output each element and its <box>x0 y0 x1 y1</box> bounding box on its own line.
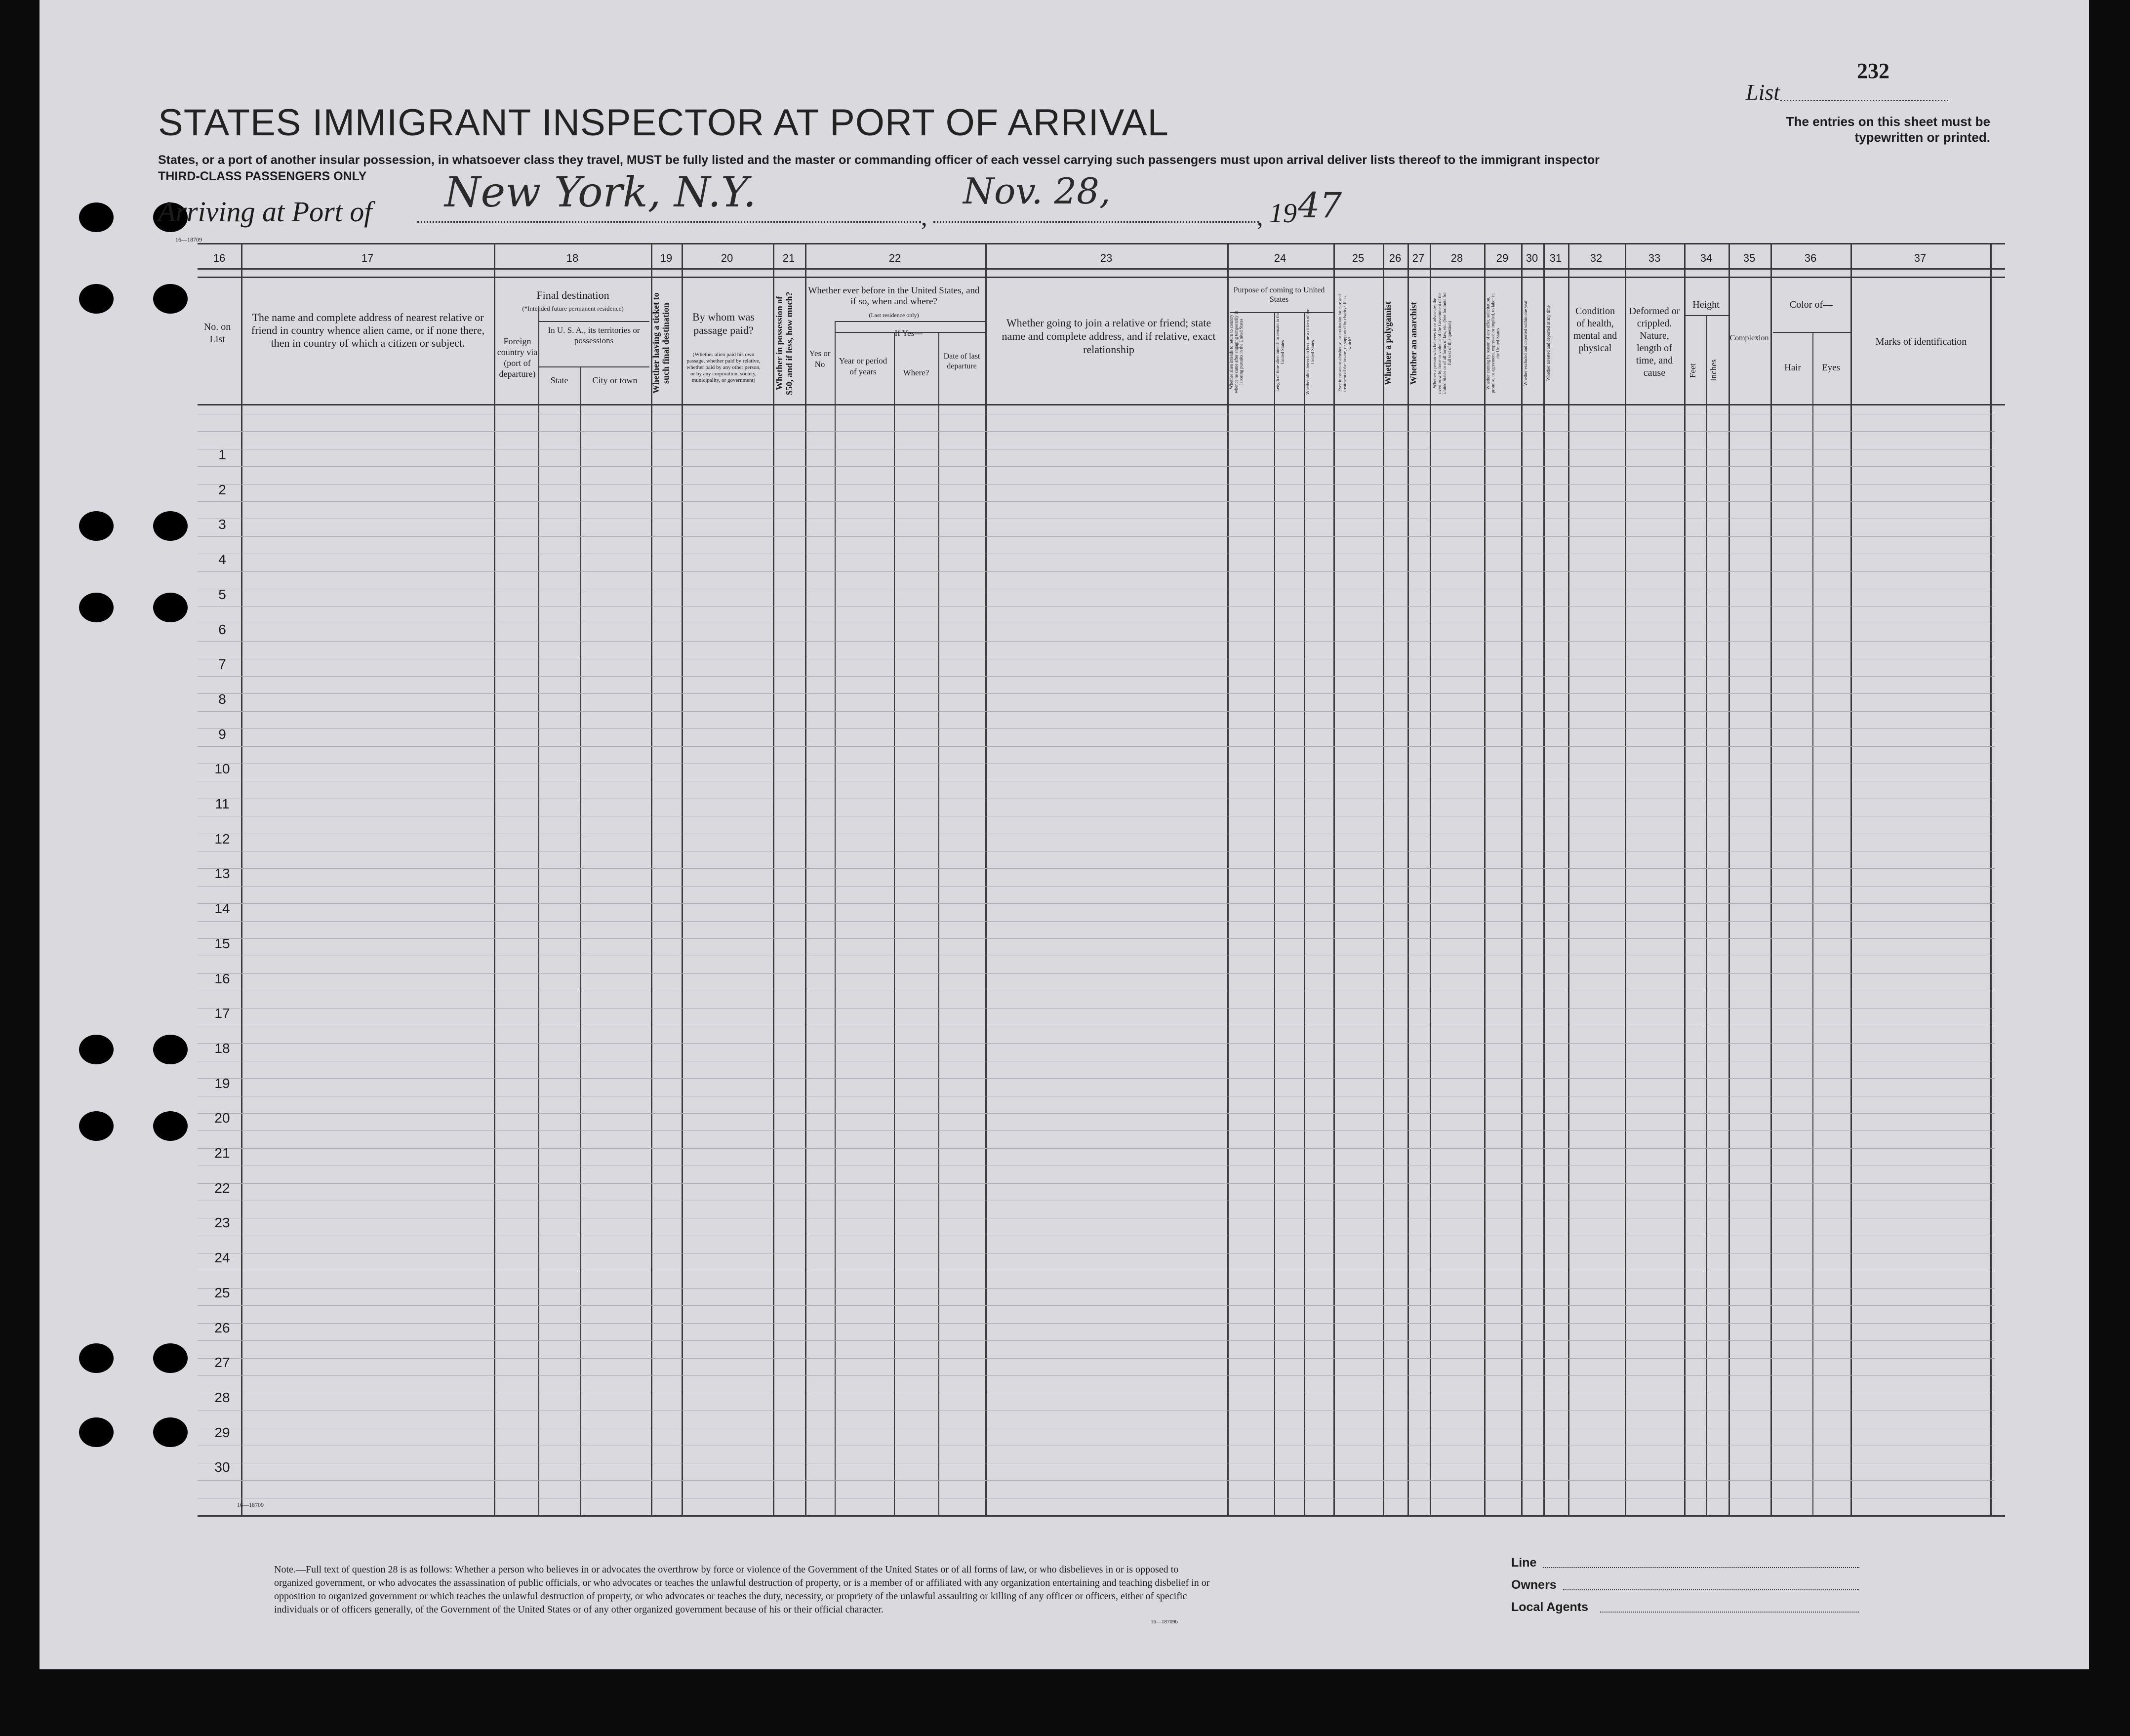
punch-hole <box>153 1343 188 1373</box>
col-17-header: The name and complete address of nearest relative or friend in country whence alien came, or if none there, then in country of which a citizen or subject. <box>251 311 485 349</box>
row-number: 16 <box>214 971 230 986</box>
col-19-header: Whether having a ticket to such final destination <box>651 292 671 394</box>
col-16-header: No. on List <box>203 322 231 345</box>
punch-hole <box>79 202 114 232</box>
punch-hole <box>153 1417 188 1447</box>
column-number: 35 <box>1743 252 1756 264</box>
col-22-yes-no: Yes or No <box>809 349 831 369</box>
column-number: 31 <box>1549 252 1562 264</box>
row-number: 14 <box>214 901 230 916</box>
sub-column-divider <box>938 332 939 1515</box>
ruling-line <box>198 746 1995 747</box>
col-33-header: Deformed or crippled. Nature, length of time, and cause <box>1629 306 1680 378</box>
column-number: 27 <box>1412 252 1425 264</box>
header-divider <box>538 321 649 322</box>
col-36-header: Color of— <box>1789 299 1833 310</box>
column-number: 32 <box>1590 252 1603 264</box>
line-label: Line <box>1511 1556 1537 1570</box>
row-number: 4 <box>218 552 226 567</box>
col-34-inches: Inches <box>1709 359 1718 382</box>
ruling-line <box>198 1340 1995 1341</box>
ruling-line <box>198 903 1995 904</box>
ruling-line <box>198 1183 1995 1184</box>
row-number: 23 <box>214 1215 230 1230</box>
col-37-header: Marks of identification <box>1875 336 1967 347</box>
ruling-line <box>198 1305 1995 1306</box>
col-30-header: Whether excluded and deported within one year <box>1523 300 1528 386</box>
row-number: 24 <box>214 1250 230 1265</box>
sub-column-divider <box>894 332 895 1515</box>
column-divider <box>1568 243 1569 1515</box>
ruling-line <box>198 1078 1995 1079</box>
row-number: 8 <box>218 691 226 707</box>
owners-label: Owners <box>1511 1578 1557 1592</box>
ruling-line <box>198 1113 1995 1114</box>
punch-hole <box>79 284 114 314</box>
punch-hole <box>79 593 114 622</box>
punch-hole <box>79 1111 114 1141</box>
row-number: 10 <box>214 761 230 776</box>
column-divider <box>682 243 683 1515</box>
column-divider <box>1625 243 1626 1515</box>
row-number: 5 <box>218 587 226 602</box>
column-divider <box>805 243 806 1515</box>
ruling-line <box>198 641 1995 642</box>
column-divider <box>1543 243 1545 1515</box>
punch-hole <box>153 593 188 622</box>
col-26-header: Whether a polygamist <box>1383 301 1393 385</box>
row-number: 2 <box>218 482 226 497</box>
column-divider <box>1521 243 1523 1515</box>
list-label: List <box>1746 80 1780 105</box>
col-34-header: Height <box>1692 299 1720 310</box>
ruling-line <box>198 466 1995 467</box>
col-18-usa: In U. S. A., its territories or possessions <box>548 325 640 345</box>
column-divider <box>1728 243 1730 1515</box>
row-number: 22 <box>214 1180 230 1196</box>
row-number: 7 <box>218 656 226 672</box>
class-line: THIRD-CLASS PASSENGERS ONLY <box>158 169 367 183</box>
col-28-header: Whether a person who believes in or advocates the overthrow by force or violence of the Government of the United States or of all forms of law, etc. (See footnote for full text of this question) <box>1432 292 1452 395</box>
col-29-header: Whether coming by reason of any offer, solicitation, promise, or agreement, expressed or implied, to labor in the United States <box>1486 293 1500 393</box>
sub-column-divider <box>538 306 539 1515</box>
col-21-header: Whether in possession of $50, and if less, how much? <box>774 291 794 395</box>
col-24-header: Purpose of coming to United States <box>1233 286 1325 304</box>
row-number: 11 <box>215 796 230 811</box>
col-22-header: Whether ever before in the United States, and if so, when and where? <box>808 285 980 307</box>
row-number: 3 <box>218 517 226 532</box>
punch-hole <box>153 1035 188 1064</box>
col-27-header: Whether an anarchist <box>1408 302 1418 385</box>
sub-column-divider <box>1304 312 1305 1515</box>
row-number: 30 <box>214 1459 230 1475</box>
column-number: 37 <box>1914 252 1927 264</box>
column-number: 17 <box>361 252 374 264</box>
col-22-if-yes: If Yes— <box>894 328 923 338</box>
column-divider <box>241 243 242 1515</box>
col-24-return: Whether alien intends to return to country whence he came after engaging temporarily in laboring pursuits in the United States <box>1229 311 1244 393</box>
ruling-line <box>198 1323 1995 1324</box>
row-number: 19 <box>214 1076 230 1091</box>
col-18-state: State <box>550 375 568 385</box>
column-divider <box>1850 243 1852 1515</box>
row-number: 15 <box>214 936 230 951</box>
column-number: 19 <box>660 252 673 264</box>
column-number: 25 <box>1352 252 1365 264</box>
local-agents-label: Local Agents <box>1511 1600 1589 1614</box>
ruling-line <box>198 886 1995 887</box>
punch-hole <box>79 511 114 541</box>
row-number: 25 <box>214 1285 230 1300</box>
ruling-line <box>198 868 1995 869</box>
col-25-header: Ever in prison or almshouse, or institution for care and treatment of the insane, or supported by charity? If so, which? <box>1337 294 1352 392</box>
date-handwritten: Nov. 28, <box>963 170 1111 212</box>
ruling-line <box>198 1043 1995 1044</box>
punch-hole <box>153 511 188 541</box>
date-fill-line <box>933 221 1259 223</box>
col-20-note: (Whether alien paid his own passage, whether paid by relative, whether paid by any other person, or by any corporation, society, municipality, or government) <box>686 352 761 383</box>
ruling-line <box>198 921 1995 922</box>
ruling-line <box>198 1130 1995 1131</box>
column-divider <box>1407 243 1409 1515</box>
sub-column-divider <box>1274 312 1275 1515</box>
local-agents-fill <box>1600 1612 1859 1613</box>
year-prefix: 19 <box>1269 198 1297 229</box>
entries-note: The entries on this sheet must be typewritten or printed. <box>1786 114 1990 145</box>
col-31-header: Whether arrested and deported at any time <box>1546 305 1551 381</box>
row-number: 17 <box>214 1006 230 1021</box>
table-border <box>198 243 2005 244</box>
column-divider <box>1430 243 1431 1515</box>
ruling-line <box>198 938 1995 939</box>
col-20-header: By whom was passage paid? <box>692 311 755 336</box>
ruling-line <box>198 728 1995 729</box>
table-border <box>198 404 2005 405</box>
column-divider <box>494 243 495 1515</box>
sub-column-divider <box>1812 332 1813 1515</box>
page-title: STATES IMMIGRANT INSPECTOR AT PORT OF ARRIVAL <box>158 102 1169 144</box>
footnote: Note.—Full text of question 28 is as follows: Whether a person who believes in or advocates the overthrow by force or violence of the Government of the United States or of all forms of law, or who disbelieves in or is opposed to organized government, or who advocates the assassination of public officials, or who advocates or teaches the unlawful destruction of property, or is a member of or affiliated with any organization entertaining and teaching disbelief in or opposition to organized government or which teaches the unlawful destruction of property, or who advocates or teaches the duty, necessity, or propriety of the unlawful assaulting or killing of any officer or officers, either of specific individuals or of officers generally, of the Government of the United States or of any other organized government because of his or their official character. <box>274 1564 1210 1615</box>
sub-column-divider <box>1706 315 1707 1515</box>
column-number: 29 <box>1496 252 1509 264</box>
ruling-line <box>198 431 1995 432</box>
row-number: 6 <box>218 622 226 637</box>
year-handwritten: 47 <box>1298 185 1342 226</box>
comma: , <box>1257 203 1263 231</box>
col-18-note: (*Intended future permanent residence) <box>522 305 624 312</box>
ruling-line <box>198 1148 1995 1149</box>
column-number: 34 <box>1700 252 1713 264</box>
table-border <box>198 268 2005 270</box>
sub-column-divider <box>835 321 836 1515</box>
ruling-line <box>198 973 1995 974</box>
col-24-citizen: Whether alien intends to become a citizen of the United States <box>1305 309 1315 395</box>
sub-column-divider <box>580 366 581 1515</box>
punch-hole <box>153 284 188 314</box>
punch-hole <box>153 1111 188 1141</box>
column-number: 33 <box>1648 252 1661 264</box>
port-handwritten: New York, N.Y. <box>444 168 757 216</box>
column-divider <box>1227 243 1229 1515</box>
row-number: 20 <box>214 1110 230 1126</box>
column-number: 21 <box>782 252 795 264</box>
column-divider <box>1333 243 1335 1515</box>
ruling-line <box>198 1288 1995 1289</box>
col-22-year: Year or period of years <box>839 356 887 376</box>
table-border <box>198 1515 2005 1517</box>
col-22-date: Date of last departure <box>943 352 980 370</box>
manifest-sheet <box>40 0 2089 1669</box>
col-18-city: City or town <box>592 375 638 385</box>
ruling-line <box>198 501 1995 502</box>
line-fill <box>1543 1567 1859 1568</box>
col-23-header: Whether going to join a relative or friend; state name and complete address, and if relative, exact relationship <box>1002 317 1216 356</box>
punch-hole <box>79 1343 114 1373</box>
column-number: 16 <box>213 252 226 264</box>
form-number-bottom: 16—18709 <box>237 1501 264 1508</box>
column-number: 28 <box>1450 252 1463 264</box>
ruling-line <box>198 676 1995 677</box>
column-divider <box>1383 243 1384 1515</box>
column-number: 26 <box>1389 252 1402 264</box>
ruling-line <box>198 571 1995 572</box>
punch-hole <box>79 1035 114 1064</box>
row-number: 12 <box>214 831 230 847</box>
comma: , <box>921 203 927 231</box>
col-35-header: Complexion <box>1729 334 1769 342</box>
owners-fill <box>1563 1589 1859 1590</box>
form-number-footnote: 16—18709b <box>1151 1619 1178 1625</box>
column-number: 24 <box>1274 252 1286 264</box>
row-number: 27 <box>214 1355 230 1370</box>
column-number: 23 <box>1100 252 1113 264</box>
col-18-header: Final destination <box>536 289 609 301</box>
column-number: 22 <box>888 252 901 264</box>
port-fill-line <box>417 221 921 223</box>
header-divider <box>1773 332 1850 333</box>
col-22-note: (Last residence only) <box>869 312 919 319</box>
punch-hole <box>79 1417 114 1447</box>
header-divider <box>538 366 649 367</box>
column-number: 36 <box>1804 252 1817 264</box>
column-divider <box>773 243 774 1515</box>
column-divider <box>1770 243 1772 1515</box>
column-number: 20 <box>721 252 733 264</box>
column-number: 30 <box>1526 252 1538 264</box>
column-divider <box>1684 243 1686 1515</box>
instructions-text: States, or a port of another insular possession, in whatsoever class they travel, MUST be fully listed and the master or commanding officer of each vessel carrying such passengers must upon arrival deliver lists thereof to the immigrant inspector <box>158 153 1600 167</box>
arriving-label: Arriving at Port of <box>158 196 372 228</box>
ruling-line <box>198 711 1995 712</box>
ruling-line <box>198 693 1995 694</box>
row-number: 29 <box>214 1425 230 1440</box>
column-divider <box>651 243 652 1515</box>
col-36-hair: Hair <box>1784 363 1801 373</box>
column-divider <box>985 243 987 1515</box>
ruling-line <box>198 1480 1995 1481</box>
column-divider <box>1990 243 1992 1515</box>
col-32-header: Condition of health, mental and physical <box>1573 306 1617 354</box>
list-number: 232 <box>1857 59 1889 83</box>
row-number: 28 <box>214 1390 230 1405</box>
col-34-feet: Feet <box>1688 363 1697 378</box>
row-number: 21 <box>214 1145 230 1161</box>
column-number: 18 <box>566 252 579 264</box>
table-border <box>198 277 2005 278</box>
ruling-line <box>198 1358 1995 1359</box>
col-24-length: Length of time alien intends to remain in the United States <box>1275 312 1285 392</box>
list-fill-line <box>1780 100 1948 101</box>
form-number: 16—18709 <box>175 236 202 243</box>
row-number: 13 <box>214 866 230 881</box>
ruling-line <box>198 1375 1995 1376</box>
col-36-eyes: Eyes <box>1822 363 1840 373</box>
col-18-foreign: Foreign country via (port of departure) <box>497 336 538 379</box>
row-number: 1 <box>218 447 226 462</box>
column-divider <box>1484 243 1486 1515</box>
row-number: 26 <box>214 1320 230 1335</box>
col-22-where: Where? <box>903 368 929 377</box>
ruling-line <box>198 536 1995 537</box>
row-number: 18 <box>214 1041 230 1056</box>
row-number: 9 <box>218 727 226 742</box>
